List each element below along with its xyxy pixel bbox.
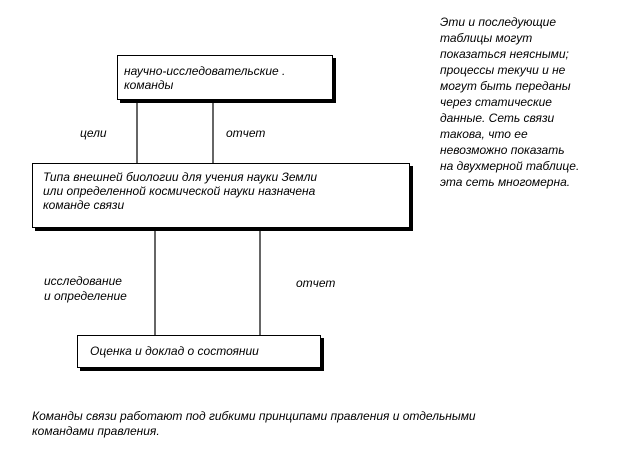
footer-caption: Команды связи работают под гибкими принципами правления и отдельными командами правления. [32, 409, 476, 438]
report-top-label: отчет [226, 126, 266, 140]
side-note: Эти и последующие таблицы могут показаться неясными; процессы текучи и не могут быть переданы через статические данные. Сеть связи такова, что ее невозможно показать на двухмерной таблице. эта сеть многомерна. [440, 15, 580, 189]
assessment-text: Оценка и доклад о состоянии [90, 344, 259, 358]
research-command-text: научно-исследовательские . команды [124, 64, 286, 92]
assessment-box [77, 335, 321, 368]
research-definition-label: исследование и определение [44, 274, 127, 303]
biology-command-text: Типа внешней биологии для учения науки Земли или определенной космической науки назначена команде связи [43, 170, 318, 212]
biology-command-box [32, 163, 410, 228]
goals-label: цели [80, 126, 107, 140]
research-command-box [117, 55, 333, 100]
report-bottom-label: отчет [296, 276, 336, 290]
